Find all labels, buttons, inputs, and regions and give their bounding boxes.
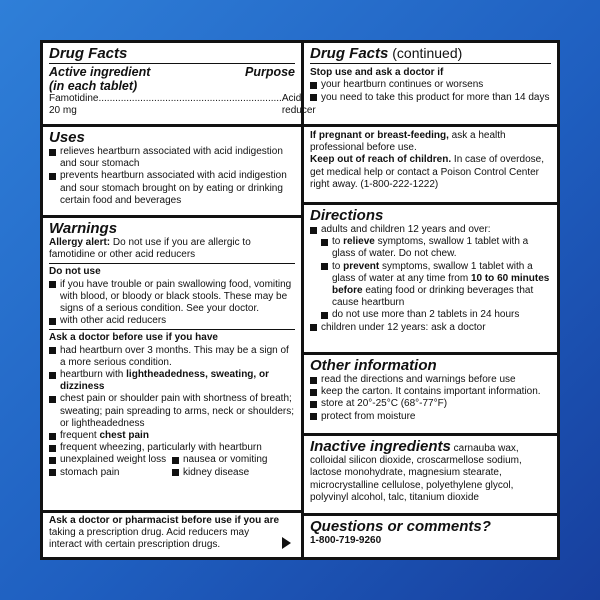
stop-use-section (304, 43, 557, 127)
pregnancy-warning (310, 130, 551, 154)
do-not-use-item: if you have trouble or pain swallowing food, vomiting with blood, or bloody or black stools. These may be signs of a serious condition. See your doctor. (49, 279, 295, 316)
purpose-header: Purpose (244, 65, 295, 79)
directions-subitem (310, 261, 551, 310)
keep-out-warning (310, 154, 551, 191)
directions-text: symptoms, swallow 1 tablet with a glass of water at any time from (332, 260, 533, 284)
directions-text: to (332, 260, 344, 272)
inactive-ingredients-title: Inactive ingredients (310, 438, 451, 455)
ask-doctor-item: kidney disease (172, 467, 295, 479)
directions-item: adults and children 12 years and over: (310, 224, 551, 236)
ask-doctor-text: frequent (60, 430, 100, 442)
pharmacist-text: taking a prescription drug. Acid reducers may interact with certain prescription drugs. (49, 527, 250, 551)
drug-facts-right-column (301, 40, 560, 560)
directions-text: to (332, 236, 344, 248)
continued-title-row (310, 45, 551, 62)
pregnancy-label: If pregnant or breast-feeding, (310, 130, 449, 141)
drug-facts-title: Drug Facts (49, 45, 128, 62)
stop-use-item: your heartburn continues or worsens (310, 79, 551, 91)
directions-subitem: do not use more than 2 tablets in 24 hours (310, 309, 551, 321)
ask-doctor-item: chest pain or shoulder pain with shortness of breath; sweating; pain spreading to arms, neck or shoulders; or lightheadedness (49, 393, 295, 430)
inactive-ingredients-text: carnauba wax, colloidal silicon dioxide, croscarmellose sodium, lactose monohydrate, magnesium stearate, microcrystalline cellulose, polyethylene glycol, polyvinyl alcohol, talc, titanium dioxide (310, 443, 522, 503)
questions-section (304, 516, 557, 557)
drug-facts-title-continued: Drug Facts (310, 45, 389, 62)
directions-item: children under 12 years: ask a doctor (310, 322, 551, 334)
ask-doctor-item: stomach pain (49, 467, 172, 479)
keep-out-label: Keep out of reach of children. (310, 154, 452, 166)
drug-facts-left-column (40, 40, 316, 560)
ingredient-row (49, 93, 316, 117)
other-information-item: keep the carton. It contains important information. (310, 386, 551, 398)
pharmacist-section (43, 513, 301, 557)
directions-bold: relieve (343, 236, 375, 248)
inactive-ingredients-section (304, 436, 557, 516)
divider (310, 63, 551, 64)
ingredient-purpose: Acid reducer (281, 93, 316, 117)
directions-text: eating food or drinking beverages that cause heartburn (332, 285, 534, 309)
ask-doctor-item (49, 369, 295, 393)
dot-leader: .................................................................. (98, 93, 282, 104)
uses-item: prevents heartburn associated with acid indigestion and sour stomach brought on by eating or drinking certain food and beverages (49, 170, 295, 207)
ask-doctor-pair (49, 454, 295, 466)
active-header-row (49, 65, 295, 79)
uses-section (43, 127, 301, 218)
other-information-title: Other information (310, 357, 437, 374)
directions-subitem (310, 236, 551, 260)
active-ingredient-header: Active ingredient (49, 65, 151, 79)
pregnancy-keep-out-section (304, 127, 557, 205)
other-information-item: store at 20°-25°C (68°-77°F) (310, 398, 551, 410)
directions-text: symptoms, swallow 1 tablet with a glass of water. Do not chew. (332, 236, 529, 260)
questions-title: Questions or comments? (310, 518, 491, 535)
stop-use-title: Stop use and ask a doctor if (310, 67, 444, 79)
directions-bold: 10 to 60 minutes before (332, 272, 550, 297)
continue-arrow-icon (282, 537, 291, 549)
ask-doctor-item: had heartburn over 3 months. This may be a sign of a more serious condition. (49, 345, 295, 369)
warnings-section (43, 218, 301, 513)
allergy-alert-text: Do not use if you are allergic to famotidine or other acid reducers (49, 237, 251, 261)
other-information-item: read the directions and warnings before use (310, 374, 551, 386)
ask-doctor-title: Ask a doctor before use if you have (49, 332, 218, 344)
ask-doctor-bold: chest pain (99, 430, 149, 442)
divider (49, 329, 295, 330)
active-ingredient-subheader: (in each tablet) (49, 79, 138, 93)
do-not-use-title: Do not use (49, 266, 101, 278)
keep-out-text: In case of overdose, get medical help or contact a Poison Control Center right away. (1-800-222-1222) (310, 154, 544, 190)
ask-doctor-item (49, 430, 295, 442)
ask-doctor-item: frequent wheezing, particularly with heartburn (49, 442, 295, 454)
drug-facts-panel (40, 40, 560, 560)
divider (49, 63, 295, 64)
directions-title: Directions (310, 207, 384, 224)
continued-label: (continued) (388, 45, 463, 61)
ask-doctor-pair (49, 467, 295, 479)
ingredient-name: Famotidine 20 mg (49, 93, 99, 117)
pharmacist-title: Ask a doctor or pharmacist before use if you are (49, 515, 280, 526)
do-not-use-item: with other acid reducers (49, 315, 295, 327)
other-information-section (304, 355, 557, 436)
allergy-alert (49, 237, 295, 261)
other-information-item: protect from moisture (310, 411, 551, 423)
ask-doctor-item: nausea or vomiting (172, 454, 295, 466)
uses-title: Uses (49, 129, 85, 146)
uses-item: relieves heartburn associated with acid indigestion and sour stomach (49, 146, 295, 170)
stop-use-item: you need to take this product for more than 14 days (310, 92, 551, 104)
directions-bold: prevent (343, 260, 380, 272)
directions-section (304, 205, 557, 355)
ask-doctor-text: heartburn with (60, 369, 127, 381)
warnings-title: Warnings (49, 220, 118, 237)
divider (49, 263, 295, 264)
active-ingredient-section (43, 43, 316, 127)
ask-doctor-bold: lightheadedness, sweating, or dizziness (60, 369, 269, 393)
ask-doctor-item: unexplained weight loss (49, 454, 172, 466)
pregnancy-text: ask a health professional before use. (310, 130, 506, 154)
phone-number: 1-800-719-9260 (310, 535, 382, 546)
allergy-alert-label: Allergy alert: (49, 237, 111, 248)
